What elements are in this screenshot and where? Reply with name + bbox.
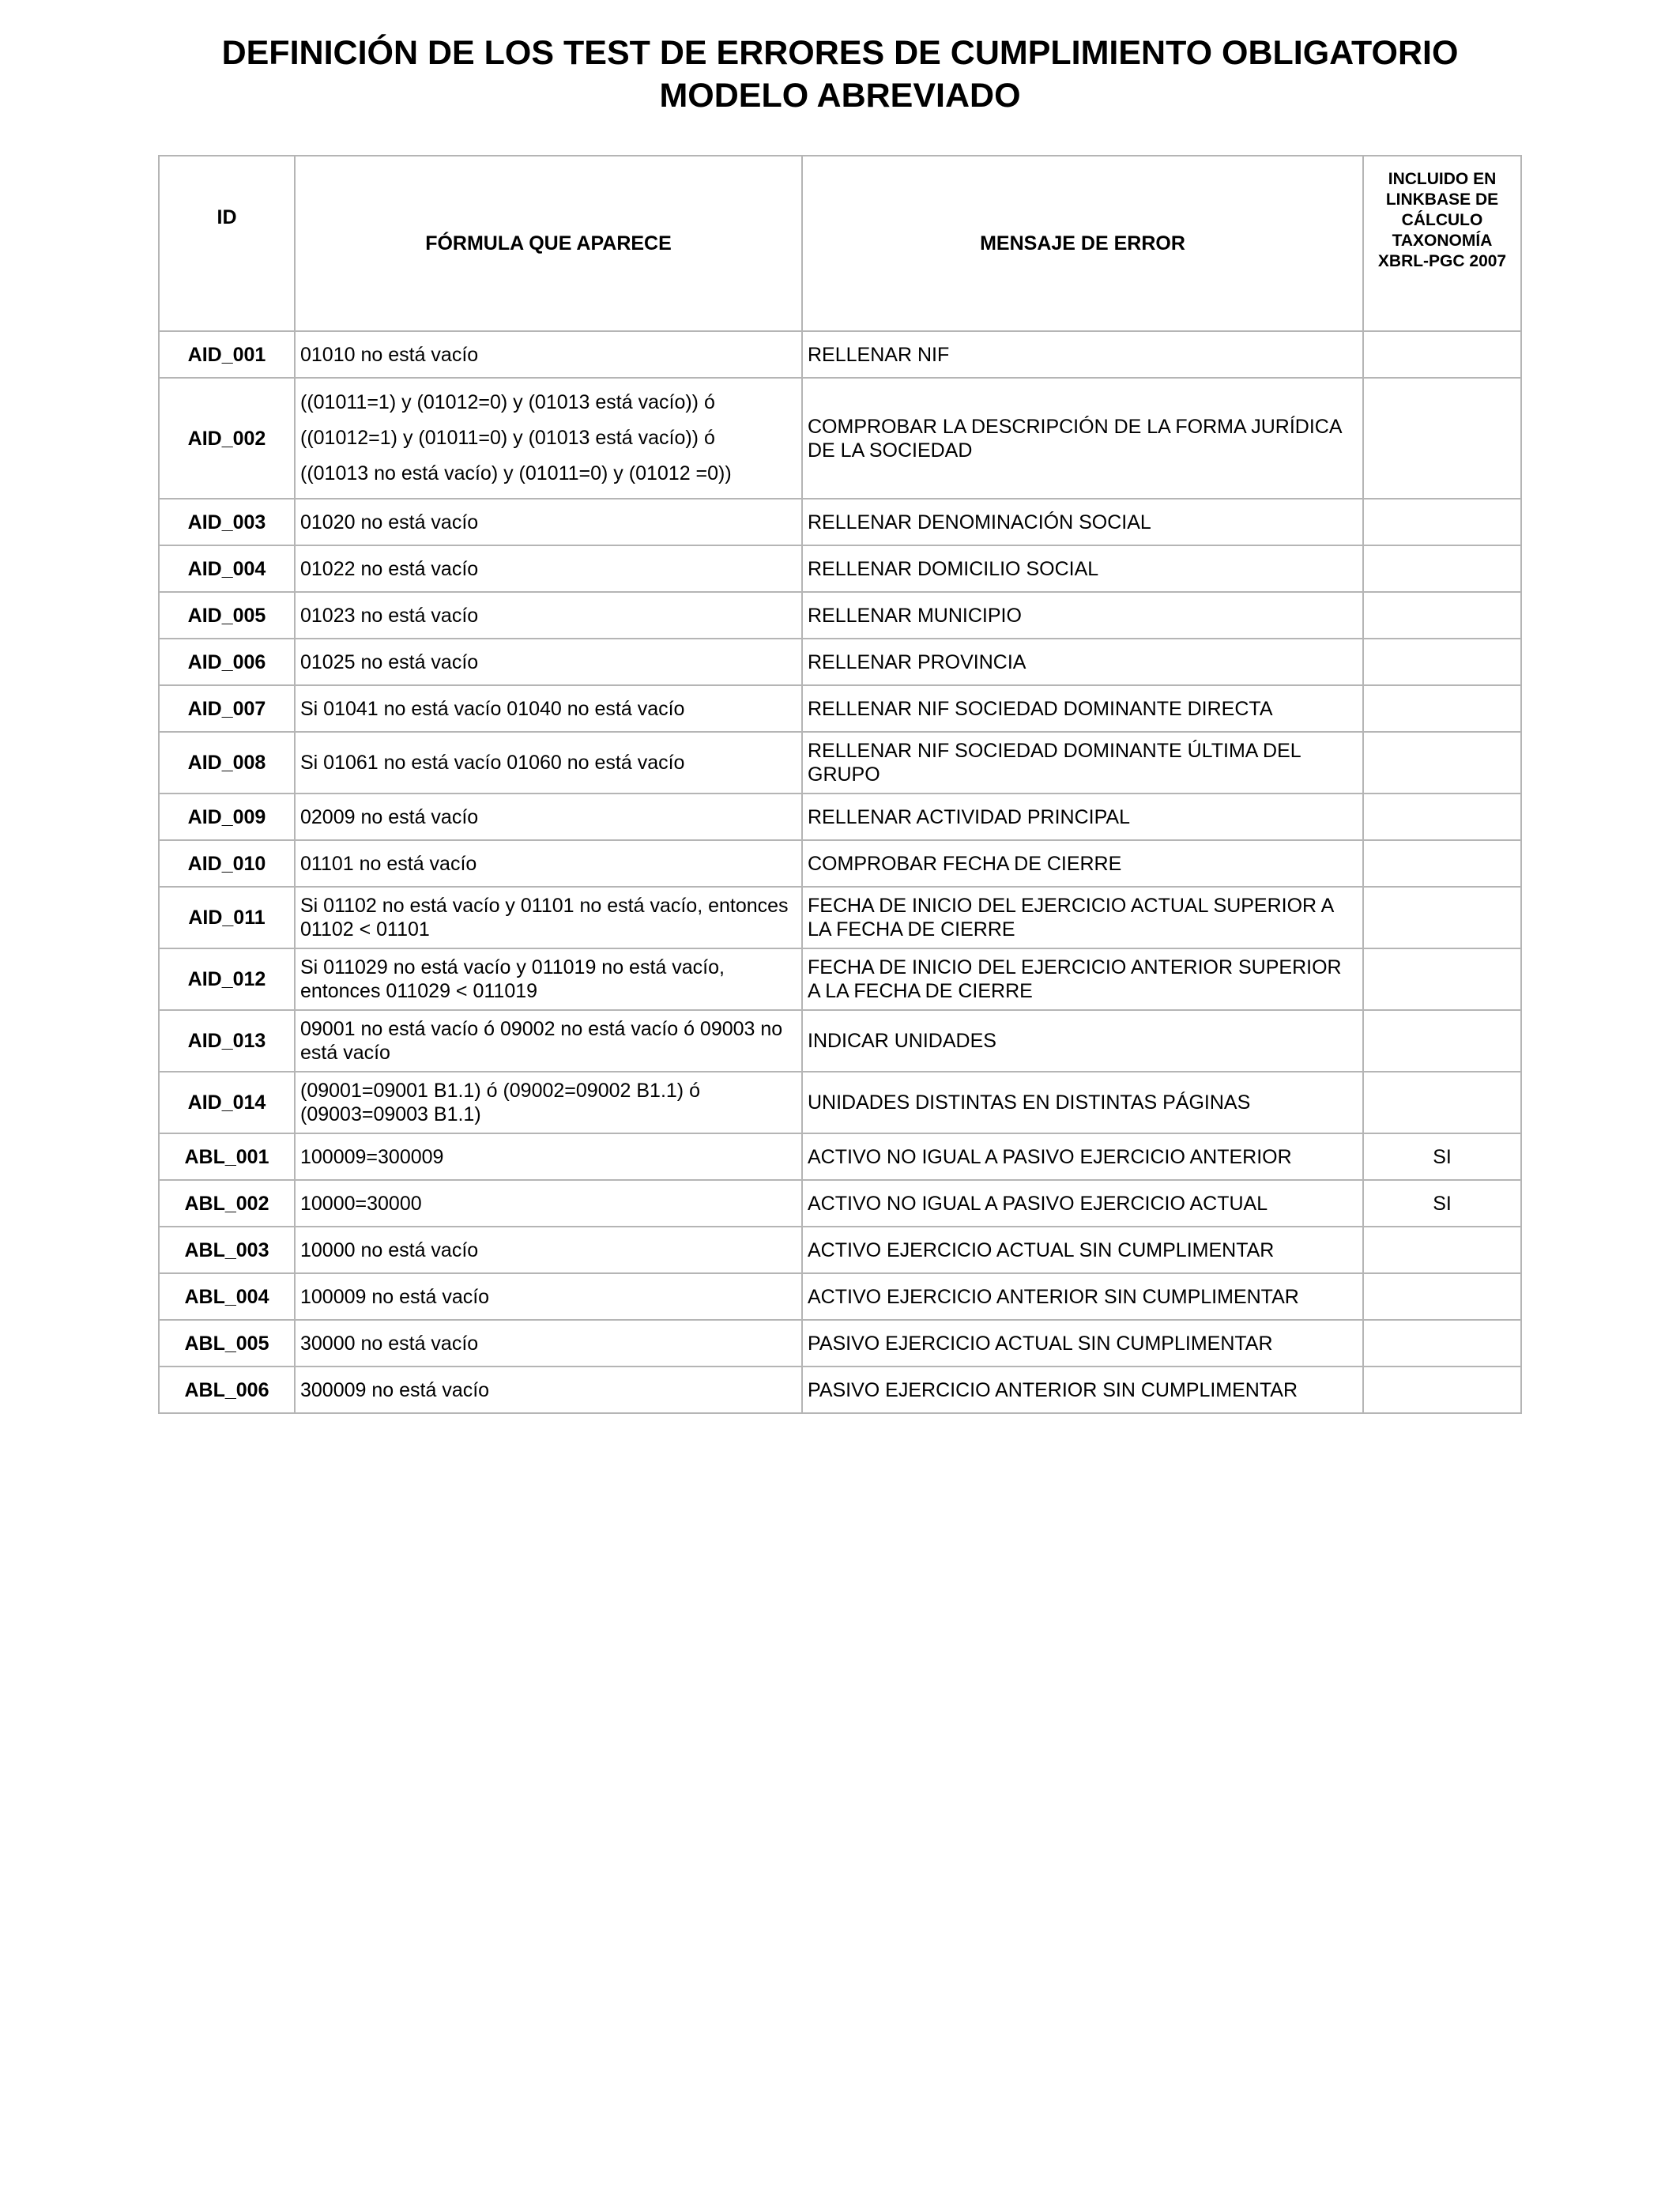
row-included <box>1363 685 1521 732</box>
row-formula: 02009 no está vacío <box>295 794 802 840</box>
row-id: ABL_004 <box>159 1273 295 1320</box>
row-included <box>1363 639 1521 685</box>
table-row <box>159 1227 1521 1273</box>
row-id: AID_006 <box>159 639 295 685</box>
row-message: ACTIVO EJERCICIO ANTERIOR SIN CUMPLIMENTAR <box>802 1273 1363 1320</box>
row-formula: 01025 no está vacío <box>295 639 802 685</box>
row-message: RELLENAR PROVINCIA <box>802 639 1363 685</box>
error-tests-table <box>158 155 1522 1414</box>
row-formula: 01010 no está vacío <box>295 331 802 378</box>
row-formula: 100009=300009 <box>295 1133 802 1180</box>
row-id: ABL_001 <box>159 1133 295 1180</box>
formula-line-2: ((01012=1) y (01011=0) y (01013 está vacío)) ó <box>300 427 715 449</box>
table-row <box>159 1010 1521 1072</box>
table-row <box>159 1072 1521 1133</box>
row-included <box>1363 331 1521 378</box>
row-included <box>1363 1320 1521 1367</box>
row-formula: Si 01041 no está vacío 01040 no está vacío <box>295 685 802 732</box>
row-formula: Si 01102 no está vacío y 01101 no está vacío, entonces 01102 < 01101 <box>295 887 802 948</box>
row-id: AID_009 <box>159 794 295 840</box>
row-formula: 01020 no está vacío <box>295 499 802 545</box>
row-id: AID_013 <box>159 1010 295 1072</box>
row-included <box>1363 1010 1521 1072</box>
header-included-line-5: XBRL-PGC 2007 <box>1377 252 1507 270</box>
table-row <box>159 331 1521 378</box>
row-id: AID_012 <box>159 948 295 1010</box>
page-title-line-1: DEFINICIÓN DE LOS TEST DE ERRORES DE CUMPLIMIENTO OBLIGATORIO <box>221 34 1459 72</box>
header-included-line-2: LINKBASE DE <box>1385 190 1499 209</box>
row-formula: 01101 no está vacío <box>295 840 802 887</box>
row-included <box>1363 948 1521 1010</box>
row-message: RELLENAR DENOMINACIÓN SOCIAL <box>802 499 1363 545</box>
row-message: COMPROBAR FECHA DE CIERRE <box>802 840 1363 887</box>
row-message: COMPROBAR LA DESCRIPCIÓN DE LA FORMA JURÍDICA DE LA SOCIEDAD <box>802 378 1363 499</box>
header-message: MENSAJE DE ERROR <box>802 156 1363 331</box>
row-formula: Si 011029 no está vacío y 011019 no está vacío, entonces 011029 < 011019 <box>295 948 802 1010</box>
row-included: SI <box>1363 1180 1521 1227</box>
table-row <box>159 1320 1521 1367</box>
row-id: AID_004 <box>159 545 295 592</box>
header-included-line-3: CÁLCULO <box>1401 211 1483 229</box>
table-row <box>159 592 1521 639</box>
header-included <box>1363 156 1521 331</box>
row-included <box>1363 545 1521 592</box>
row-formula: 300009 no está vacío <box>295 1367 802 1413</box>
table-row <box>159 378 1521 499</box>
row-included <box>1363 1072 1521 1133</box>
row-message: FECHA DE INICIO DEL EJERCICIO ANTERIOR SUPERIOR A LA FECHA DE CIERRE <box>802 948 1363 1010</box>
row-included <box>1363 1273 1521 1320</box>
row-message: INDICAR UNIDADES <box>802 1010 1363 1072</box>
row-included <box>1363 732 1521 794</box>
table-row <box>159 1133 1521 1180</box>
table-row <box>159 948 1521 1010</box>
row-formula: 01022 no está vacío <box>295 545 802 592</box>
row-included <box>1363 887 1521 948</box>
table-row <box>159 545 1521 592</box>
row-message: RELLENAR NIF <box>802 331 1363 378</box>
row-id: AID_003 <box>159 499 295 545</box>
row-message: RELLENAR ACTIVIDAD PRINCIPAL <box>802 794 1363 840</box>
formula-line-1: ((01011=1) y (01012=0) y (01013 está vacío)) ó <box>300 391 715 413</box>
table-row <box>159 732 1521 794</box>
row-id: AID_007 <box>159 685 295 732</box>
row-id: ABL_006 <box>159 1367 295 1413</box>
row-formula: 09001 no está vacío ó 09002 no está vacío ó 09003 no está vacío <box>295 1010 802 1072</box>
row-id: ABL_002 <box>159 1180 295 1227</box>
row-formula: 10000 no está vacío <box>295 1227 802 1273</box>
row-message: RELLENAR MUNICIPIO <box>802 592 1363 639</box>
row-message: ACTIVO NO IGUAL A PASIVO EJERCICIO ANTERIOR <box>802 1133 1363 1180</box>
row-message: ACTIVO NO IGUAL A PASIVO EJERCICIO ACTUAL <box>802 1180 1363 1227</box>
table-row <box>159 840 1521 887</box>
header-id: ID <box>159 156 295 331</box>
row-formula <box>295 378 802 499</box>
table-row <box>159 794 1521 840</box>
row-id: ABL_005 <box>159 1320 295 1367</box>
row-included <box>1363 1227 1521 1273</box>
row-message: UNIDADES DISTINTAS EN DISTINTAS PÁGINAS <box>802 1072 1363 1133</box>
table-row <box>159 639 1521 685</box>
table-row <box>159 887 1521 948</box>
table-row <box>159 1273 1521 1320</box>
row-formula: 01023 no está vacío <box>295 592 802 639</box>
table-row <box>159 1367 1521 1413</box>
row-included <box>1363 499 1521 545</box>
row-included <box>1363 592 1521 639</box>
row-message: FECHA DE INICIO DEL EJERCICIO ACTUAL SUPERIOR A LA FECHA DE CIERRE <box>802 887 1363 948</box>
row-message: PASIVO EJERCICIO ACTUAL SIN CUMPLIMENTAR <box>802 1320 1363 1367</box>
row-id: ABL_003 <box>159 1227 295 1273</box>
table-row <box>159 1180 1521 1227</box>
row-id: AID_002 <box>159 378 295 499</box>
row-formula: 100009 no está vacío <box>295 1273 802 1320</box>
row-message: RELLENAR NIF SOCIEDAD DOMINANTE DIRECTA <box>802 685 1363 732</box>
row-id: AID_011 <box>159 887 295 948</box>
header-included-line-1: INCLUIDO EN <box>1388 170 1497 188</box>
table-row <box>159 685 1521 732</box>
row-message: RELLENAR DOMICILIO SOCIAL <box>802 545 1363 592</box>
row-formula: 30000 no está vacío <box>295 1320 802 1367</box>
row-message: RELLENAR NIF SOCIEDAD DOMINANTE ÚLTIMA DEL GRUPO <box>802 732 1363 794</box>
row-id: AID_010 <box>159 840 295 887</box>
page-title-line-2: MODELO ABREVIADO <box>659 77 1021 115</box>
row-included: SI <box>1363 1133 1521 1180</box>
header-included-line-4: TAXONOMÍA <box>1392 232 1493 250</box>
formula-line-3: ((01013 no está vacío) y (01011=0) y (01012 =0)) <box>300 462 732 484</box>
table-row <box>159 499 1521 545</box>
header-formula: FÓRMULA QUE APARECE <box>295 156 802 331</box>
row-formula: (09001=09001 B1.1) ó (09002=09002 B1.1) ó (09003=09003 B1.1) <box>295 1072 802 1133</box>
row-id: AID_008 <box>159 732 295 794</box>
row-formula: Si 01061 no está vacío 01060 no está vacío <box>295 732 802 794</box>
row-included <box>1363 840 1521 887</box>
row-id: AID_005 <box>159 592 295 639</box>
row-id: AID_001 <box>159 331 295 378</box>
row-included <box>1363 794 1521 840</box>
row-message: PASIVO EJERCICIO ANTERIOR SIN CUMPLIMENTAR <box>802 1367 1363 1413</box>
row-id: AID_014 <box>159 1072 295 1133</box>
page-title <box>0 32 1680 117</box>
row-formula: 10000=30000 <box>295 1180 802 1227</box>
header-row <box>159 156 1521 331</box>
row-message: ACTIVO EJERCICIO ACTUAL SIN CUMPLIMENTAR <box>802 1227 1363 1273</box>
row-included <box>1363 378 1521 499</box>
row-included <box>1363 1367 1521 1413</box>
